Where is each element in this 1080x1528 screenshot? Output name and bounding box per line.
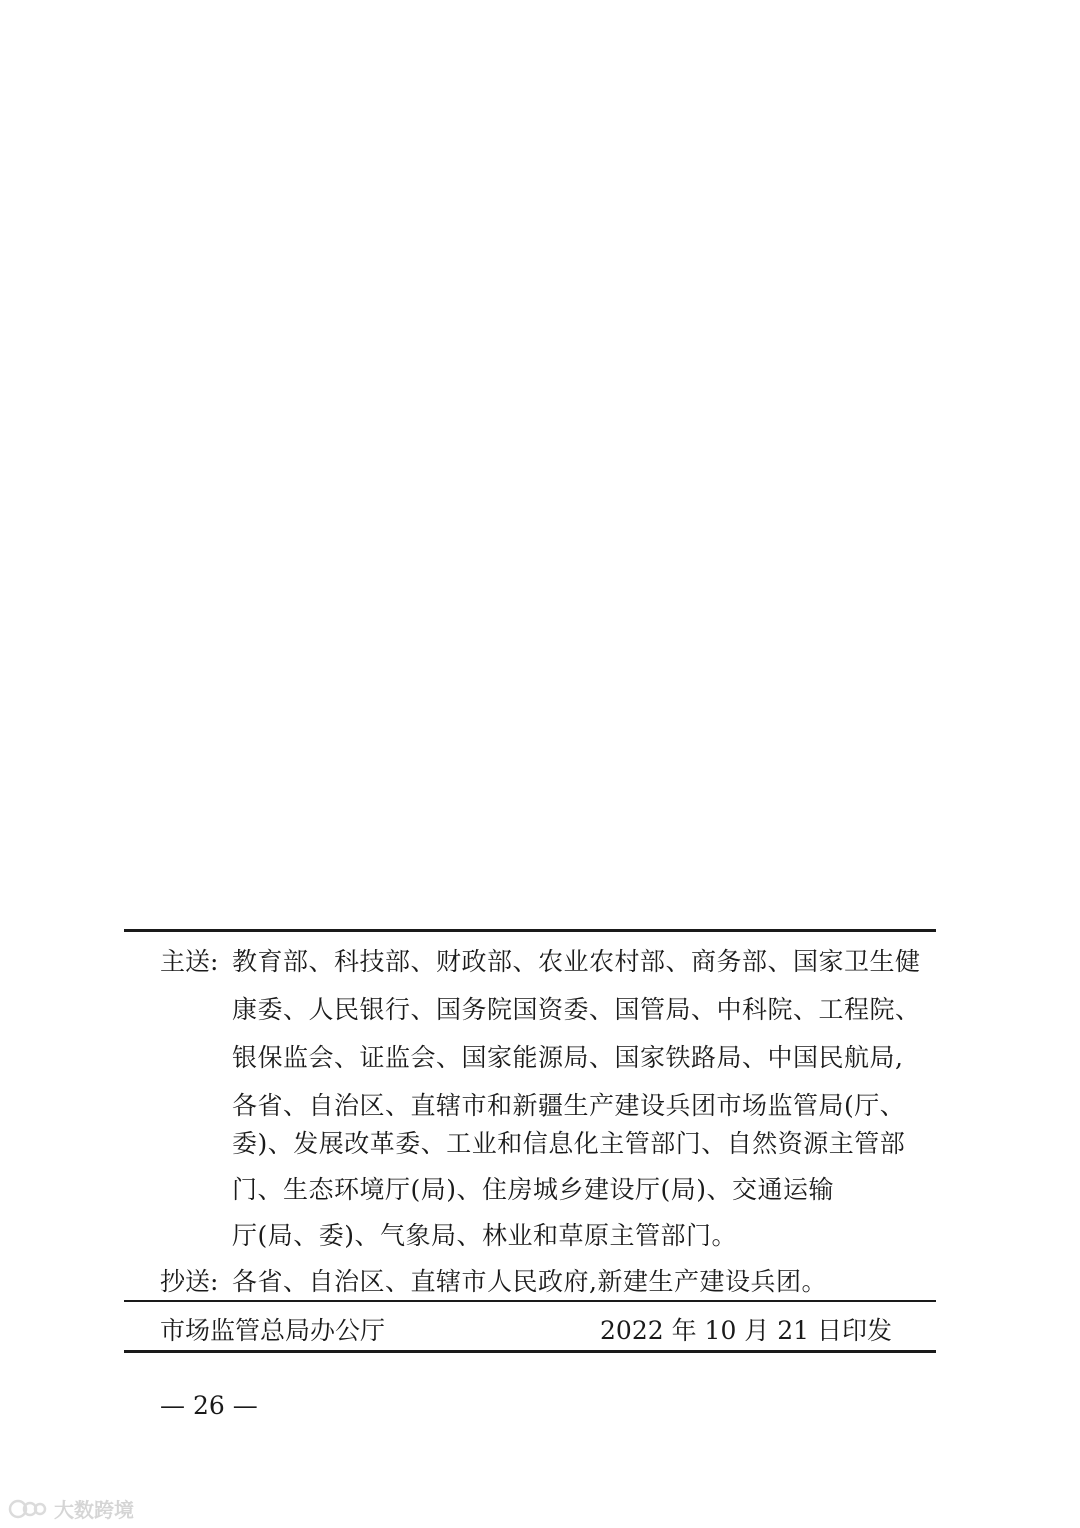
- main-recipients-line-3: 银保监会、证监会、国家能源局、国家铁路局、中国民航局,: [232, 1043, 904, 1072]
- logo-icon: [8, 1497, 48, 1521]
- main-recipients-line-2: 康委、人民银行、国务院国资委、国管局、中科院、工程院、: [232, 995, 921, 1024]
- main-recipients-line-7: 厅(局、委)、气象局、林业和草原主管部门。: [232, 1221, 738, 1250]
- page-number: — 26 —: [160, 1391, 258, 1420]
- main-recipients-line-5: 委)、发展改革委、工业和信息化主管部门、自然资源主管部: [232, 1129, 906, 1158]
- issuer-name: 市场监管总局办公厅: [160, 1316, 386, 1345]
- main-recipients-line-4: 各省、自治区、直辖市和新疆生产建设兵团市场监管局(厅、: [232, 1091, 906, 1120]
- watermark-text: 大数跨境: [54, 1498, 134, 1522]
- bottom-rule: [124, 1350, 936, 1353]
- watermark: [8, 1494, 134, 1523]
- issue-date: 2022 年 10 月 21 日印发: [600, 1316, 892, 1345]
- main-recipients-line-6: 门、生态环境厅(局)、住房城乡建设厅(局)、交通运输: [232, 1175, 835, 1204]
- cc-recipients: 各省、自治区、直辖市人民政府,新建生产建设兵团。: [232, 1267, 827, 1296]
- top-rule: [124, 929, 936, 932]
- cc-label: 抄送:: [160, 1267, 219, 1296]
- middle-rule: [124, 1300, 936, 1302]
- main-recipients-line-1: 教育部、科技部、财政部、农业农村部、商务部、国家卫生健: [232, 947, 921, 976]
- main-recipients-label: 主送:: [160, 947, 219, 976]
